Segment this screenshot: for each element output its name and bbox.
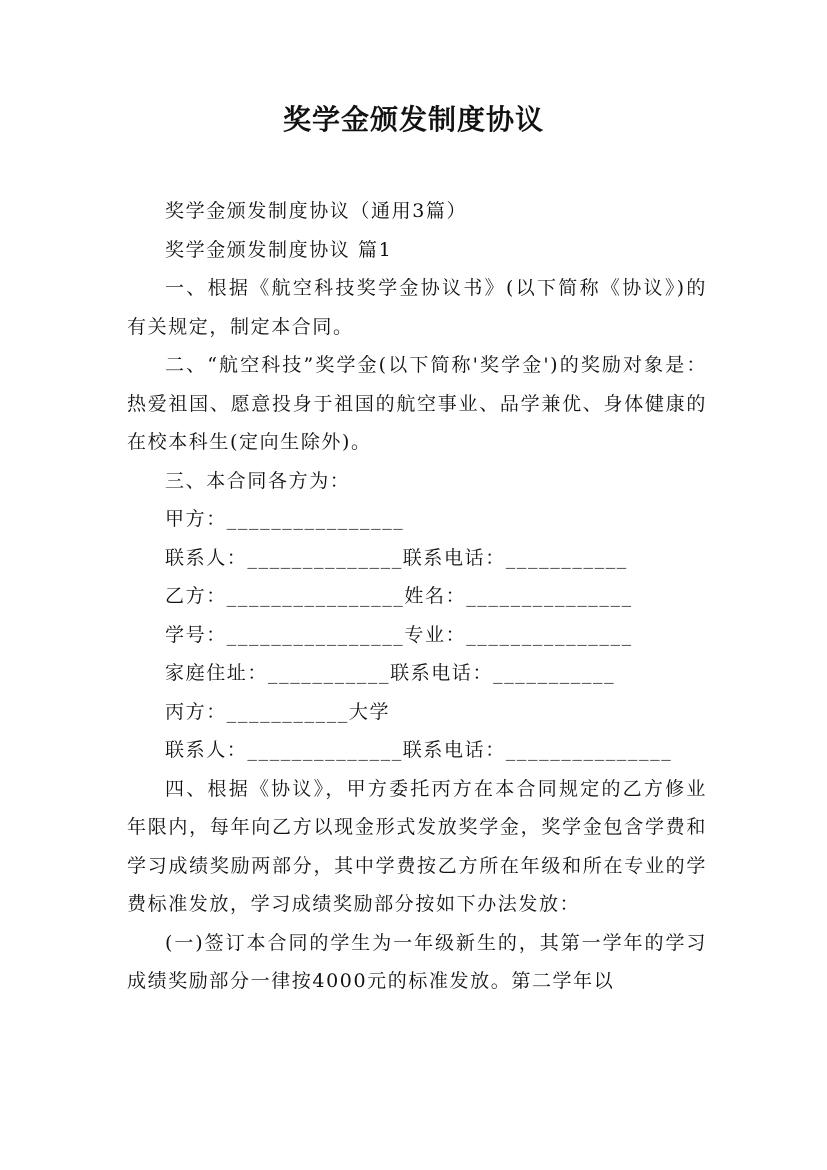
- party-a-line: 甲方：________________: [165, 508, 405, 530]
- clause-three: 三、本合同各方为：: [165, 469, 351, 492]
- clause-one: 一、根据《航空科技奖学金协议书》(以下简称《协议》)的有关规定，制定本合同。: [127, 277, 707, 338]
- party-a-contact-line: 联系人：______________联系电话：___________: [165, 546, 628, 569]
- document-title: 奖学金颁发制度协议: [282, 103, 544, 136]
- party-b-line: 乙方：________________姓名：_______________: [165, 585, 633, 607]
- section-heading: 奖学金颁发制度协议 篇1: [165, 238, 393, 261]
- home-address-line: 家庭住址：___________联系电话：___________: [165, 662, 616, 684]
- clause-four: 四、根据《协议》，甲方委托丙方在本合同规定的乙方修业年限内，每年向乙方以现金形式发放奖学金，奖学金包含学费和学习成绩奖励两部分，其中学费按乙方所在年级和所在专业的学费标准发放，学习成绩奖励部分按如下办法发放：: [127, 777, 707, 915]
- document-body: [127, 192, 707, 1001]
- sub-clause-one: (一)签订本合同的学生为一年级新生的，其第一学年的学习成绩奖励部分一律按4000元的标准发放。第二学年以: [127, 931, 707, 992]
- party-c-line: 丙方：___________大学: [165, 700, 391, 723]
- party-c-contact-line: 联系人：______________联系电话：_______________: [165, 739, 673, 761]
- student-id-line: 学号：________________专业：_______________: [165, 623, 633, 646]
- subtitle-paragraph: 奖学金颁发制度协议（通用3篇）: [165, 200, 468, 222]
- clause-two: 二、“航空科技”奖学金(以下简称'奖学金')的奖励对象是：热爱祖国、愿意投身于祖国的航空事业、品学兼优、身体健康的在校本科生(定向生除外)。: [127, 354, 707, 453]
